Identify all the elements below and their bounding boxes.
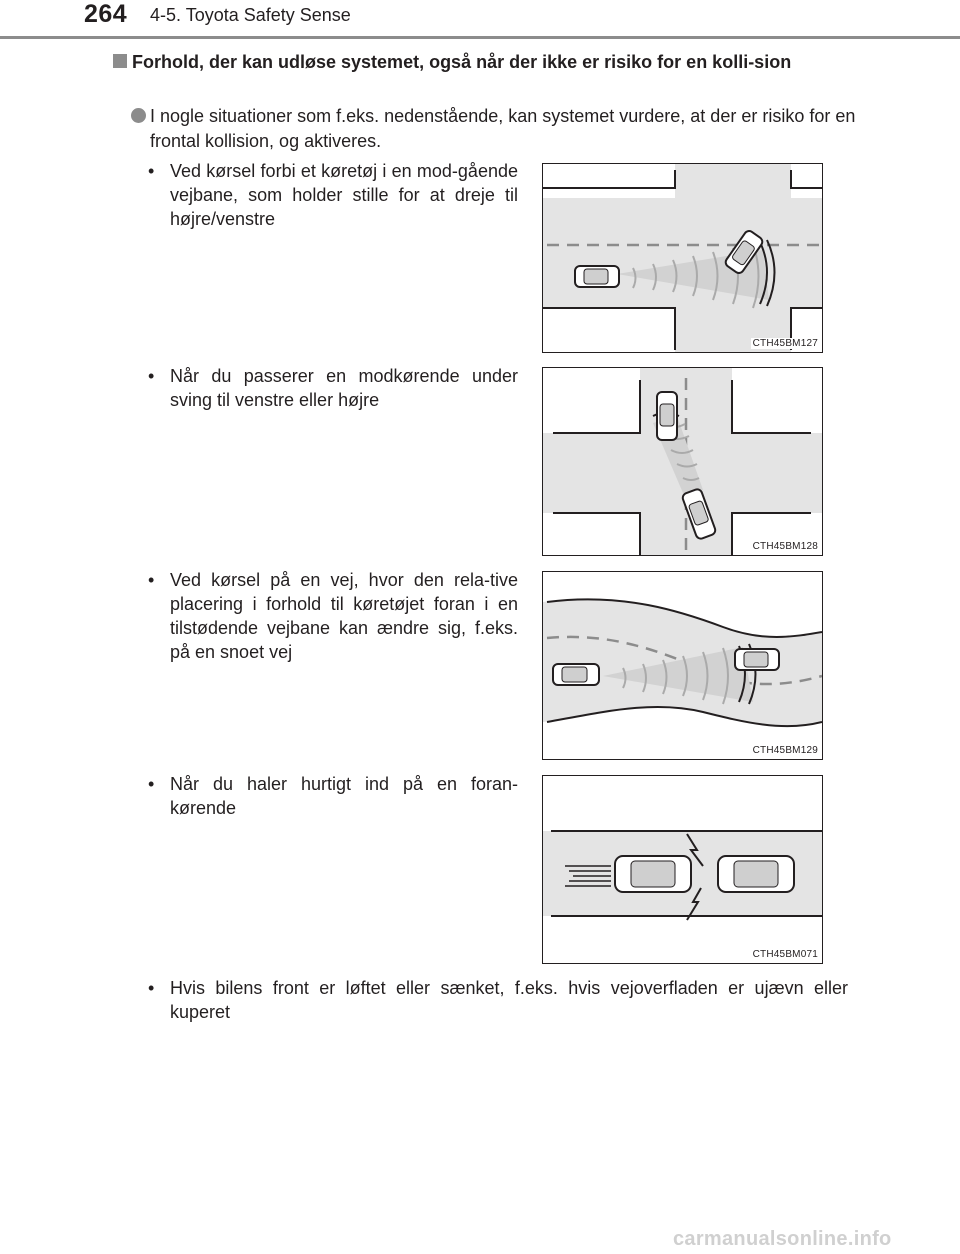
section-heading: Forhold, der kan udløse systemet, også når der ikke er risiko for en kolli-sion: [132, 52, 792, 72]
bullet-mark: •: [148, 774, 155, 794]
figure-code: CTH45BM128: [752, 541, 818, 552]
heading-row: [113, 50, 853, 74]
list-item-text: Ved kørsel forbi et køretøj i en mod-gående vejbane, som holder stille for at dreje til højre/venstre: [170, 161, 518, 229]
list-item: [148, 159, 518, 231]
bullet-mark: •: [148, 161, 155, 181]
intro-text: I nogle situationer som f.eks. nedenstående, kan systemet vurdere, at der er risiko for en frontal kollision, og aktiveres.: [150, 106, 856, 151]
bullet-mark: •: [148, 978, 155, 998]
figure-code: CTH45BM127: [752, 338, 818, 349]
list-item-text: Ved kørsel på en vej, hvor den rela-tive placering i forhold til køretøjet foran i en tilstødende vejbane kan ændre sig, f.eks. på en snoet vej: [170, 570, 518, 662]
illustration-intersection-straight: [543, 164, 822, 352]
square-bullet-icon: [113, 54, 127, 68]
illustration-rapid-approach: [543, 776, 822, 963]
list-item-text: Når du passerer en modkørende under sving til venstre eller højre: [170, 366, 518, 410]
page-number: 264: [84, 0, 128, 28]
figure-code: CTH45BM129: [752, 745, 818, 756]
list-item: [148, 364, 518, 412]
section-title: 4-5. Toyota Safety Sense: [150, 5, 351, 25]
figure-winding-road: [542, 571, 823, 760]
bullet-mark: •: [148, 570, 155, 590]
figure-passing-oncoming-on-turn: [542, 367, 823, 556]
list-item: [148, 568, 518, 664]
intro-paragraph: [131, 104, 856, 154]
watermark: carmanualsonline.info: [673, 1228, 892, 1250]
figure-rapid-approach: [542, 775, 823, 964]
bullet-mark: •: [148, 366, 155, 386]
figure-code: CTH45BM071: [752, 949, 818, 960]
illustration-intersection-turn: [543, 368, 822, 555]
list-item-text: Hvis bilens front er løftet eller sænket, f.eks. hvis vejoverfladen er ujævn eller kuperet: [170, 978, 848, 1022]
figure-oncoming-turning-vehicle: [542, 163, 823, 353]
illustration-winding-road: [543, 572, 822, 759]
list-item: [148, 976, 848, 1024]
header-rule: [0, 36, 960, 39]
list-item: [148, 772, 518, 820]
list-item-text: Når du haler hurtigt ind på en foran-kørende: [170, 774, 518, 818]
circle-bullet-icon: [131, 108, 146, 123]
